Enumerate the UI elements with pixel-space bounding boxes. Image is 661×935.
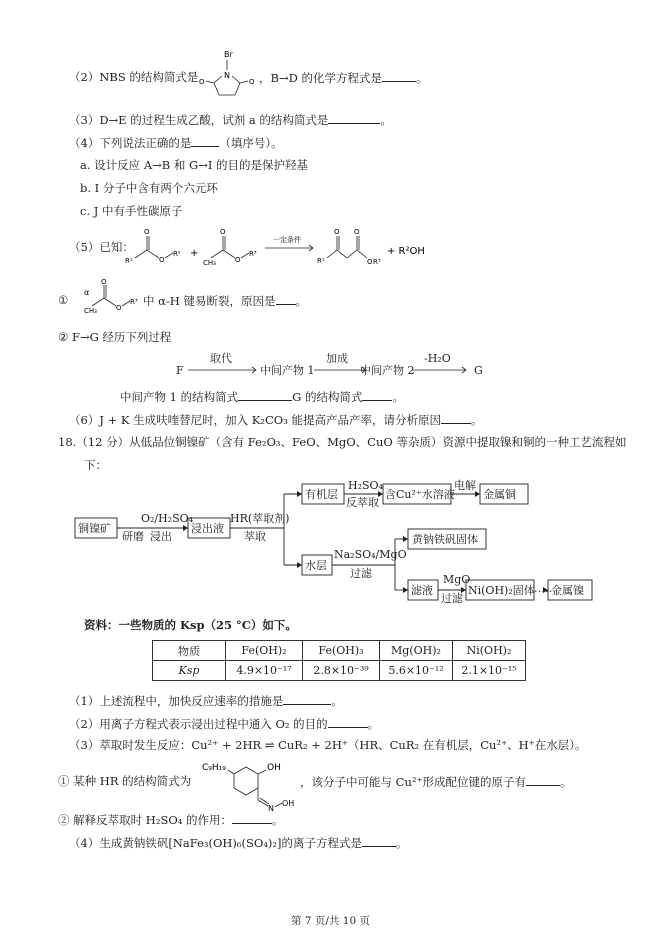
answer-blank[interactable] bbox=[362, 389, 392, 401]
table-row bbox=[153, 641, 526, 661]
q18-p2: （2）用离子方程式表示浸出过程中通入 O₂ 的目的 。 bbox=[69, 717, 380, 731]
svg-text:+: + bbox=[190, 248, 199, 259]
nbs-structure bbox=[199, 48, 266, 104]
q17-p5-2-answer: 中间产物 1 的结构简式 G 的结构简式 。 bbox=[120, 390, 404, 404]
svg-text:O: O bbox=[334, 228, 340, 236]
ksp-table bbox=[152, 640, 526, 681]
q17-p5-1-text: 中 α-H 键易断裂，原因是 。 bbox=[143, 294, 307, 308]
svg-text:R³: R³ bbox=[130, 298, 138, 306]
q18-intro-2: 下： bbox=[84, 458, 107, 472]
svg-text:O: O bbox=[144, 228, 150, 236]
nbs-o-right: O bbox=[249, 78, 255, 86]
fc-leach-reagent: O₂/H₂SO₄ bbox=[141, 512, 194, 525]
q17-p6-line: （6）J + K 生成呋喹替尼时，加入 K₂CO₃ 能提高产品产率，请分析原因 。 bbox=[69, 413, 483, 427]
q17-p5-label: （5）已知： bbox=[69, 240, 134, 254]
table-cell: 4.9×10⁻¹⁷ bbox=[226, 661, 303, 681]
svg-text:OH: OH bbox=[282, 799, 295, 808]
table-header: 物质 bbox=[153, 641, 226, 661]
answer-blank[interactable] bbox=[276, 293, 296, 305]
q17-p5-2: ② F→G 经历下列过程 bbox=[58, 330, 172, 344]
q18-p3-2: ② 解释反萃取时 H₂SO₄ 的作用： 。 bbox=[58, 813, 284, 827]
svg-text:R²: R² bbox=[173, 250, 181, 258]
table-row bbox=[153, 661, 526, 681]
svg-text:O: O bbox=[367, 258, 373, 266]
q17-option-c: c. J 中有手性碳原子 bbox=[80, 204, 183, 218]
answer-blank[interactable] bbox=[362, 835, 396, 847]
svg-text:中间产物 1: 中间产物 1 bbox=[260, 364, 315, 377]
svg-text:取代: 取代 bbox=[210, 352, 232, 365]
fc-back-extract: 反萃取 bbox=[346, 496, 379, 509]
fc-leach: 浸出 bbox=[150, 530, 172, 543]
answer-blank[interactable] bbox=[526, 774, 560, 786]
q18-p1: （1）上述流程中，加快反应速率的措施是 。 bbox=[69, 694, 343, 708]
q17-option-b: b. I 分子中含有两个六元环 bbox=[80, 181, 218, 195]
table-header: Fe(OH)₂ bbox=[226, 641, 303, 661]
table-cell: 5.6×10⁻¹² bbox=[380, 661, 453, 681]
fc-filter2: 过滤 bbox=[441, 592, 463, 605]
q17-option-a: a. 设计反应 A→B 和 G→I 的目的是保护羟基 bbox=[80, 158, 309, 172]
q17-p2-line bbox=[69, 70, 198, 84]
answer-blank[interactable] bbox=[382, 70, 416, 82]
f-to-g-flow bbox=[176, 350, 496, 380]
answer-blank[interactable] bbox=[191, 135, 219, 147]
q17-p2-post: ，B→D 的化学方程式是 。 bbox=[259, 71, 428, 85]
svg-text:N: N bbox=[268, 804, 274, 813]
fc-na-mg: Na₂SO₄/MgO bbox=[334, 548, 407, 561]
svg-text:中间产物 2: 中间产物 2 bbox=[360, 364, 415, 377]
svg-text:O: O bbox=[235, 256, 241, 264]
svg-text:OH: OH bbox=[267, 763, 281, 773]
q18-p3: （3）萃取时发生反应：Cu²⁺ + 2HR ⇌ CuR₂ + 2H⁺（HR、CuR₂ 在有机层，Cu²⁺、H⁺在水层）。 bbox=[69, 738, 587, 752]
fc-filtrate: 滤液 bbox=[411, 584, 433, 597]
fc-nioh2: Ni(OH)₂固体 bbox=[468, 584, 535, 597]
table-header: Ni(OH)₂ bbox=[453, 641, 526, 661]
svg-text:加成: 加成 bbox=[326, 352, 348, 365]
fc-cu-metal: 金属铜 bbox=[483, 488, 516, 501]
fc-grind: 研磨 bbox=[122, 530, 144, 543]
fc-hr: HR(萃取剂) bbox=[230, 512, 290, 525]
q18-intro-1: 18.（12 分）从低品位铜镍矿（含有 Fe₂O₃、FeO、MgO、CuO 等杂质）资源中提取镍和铜的一种工艺流程如 bbox=[58, 435, 627, 449]
fc-organic: 有机层 bbox=[305, 488, 338, 501]
svg-text:F: F bbox=[176, 364, 184, 377]
table-header: Mg(OH)₂ bbox=[380, 641, 453, 661]
svg-text:C₉H₁₉: C₉H₁₉ bbox=[202, 763, 226, 773]
svg-text:R³: R³ bbox=[373, 258, 381, 266]
q18-p3-1-post: ，该分子中可能与 Cu²⁺形成配位键的原子有 。 bbox=[300, 775, 572, 789]
table-header: Fe(OH)₃ bbox=[303, 641, 380, 661]
table-row-label: Ksp bbox=[153, 661, 226, 681]
q17-p3-line: （3）D→E 的过程生成乙酸，试剂 a 的结构简式是 。 bbox=[69, 113, 392, 127]
page-footer: 第 7 页/共 10 页 bbox=[291, 915, 370, 927]
q18-p4: （4）生成黄钠铁矾[NaFe₃(OH)₆(SO₄)₂]的离子方程式是 。 bbox=[69, 836, 408, 850]
svg-text:R³: R³ bbox=[249, 250, 257, 258]
svg-text:CH₃: CH₃ bbox=[84, 307, 97, 315]
svg-text:R¹: R¹ bbox=[317, 257, 325, 265]
q17-p4-line: （4）下列说法正确的是 （填序号）。 bbox=[69, 136, 283, 150]
fc-ni-metal: 金属镍 bbox=[551, 584, 584, 597]
fc-extract: 萃取 bbox=[244, 530, 266, 543]
answer-blank[interactable] bbox=[328, 716, 368, 728]
svg-text:+ R²OH: + R²OH bbox=[387, 246, 425, 257]
svg-text:O: O bbox=[354, 228, 360, 236]
nbs-br-label: Br bbox=[224, 50, 233, 59]
hr-structure bbox=[202, 756, 302, 816]
answer-blank[interactable] bbox=[328, 112, 380, 124]
table-cell: 2.8×10⁻³⁹ bbox=[303, 661, 380, 681]
fc-mgo: MgO bbox=[443, 573, 471, 586]
known-reaction bbox=[125, 222, 425, 272]
q17-p5-1-num: ① bbox=[58, 293, 69, 307]
svg-text:α: α bbox=[84, 288, 90, 297]
svg-text:G: G bbox=[474, 364, 483, 377]
svg-text:-H₂O: -H₂O bbox=[424, 352, 451, 365]
q18-data-title: 资料：一些物质的 Ksp（25 °C）如下。 bbox=[84, 618, 297, 632]
fc-h2so4: H₂SO₄ bbox=[348, 479, 383, 492]
svg-text:O: O bbox=[116, 304, 122, 312]
svg-text:O: O bbox=[101, 278, 107, 286]
nbs-o-left: O bbox=[199, 78, 205, 86]
nbs-n-label: N bbox=[224, 71, 230, 80]
answer-blank[interactable] bbox=[283, 693, 331, 705]
fc-ore: 铜镍矿 bbox=[78, 522, 111, 535]
fc-filter1: 过滤 bbox=[350, 567, 372, 580]
svg-text:O: O bbox=[159, 256, 165, 264]
fc-leachate: 浸出液 bbox=[191, 522, 224, 535]
answer-blank[interactable] bbox=[441, 412, 471, 424]
fc-dots: …… bbox=[534, 582, 556, 595]
answer-blank[interactable] bbox=[232, 812, 272, 824]
fc-jarosite: 黄钠铁矾固体 bbox=[412, 533, 478, 546]
svg-text:CH₃: CH₃ bbox=[203, 259, 216, 267]
fc-electrolysis: 电解 bbox=[454, 479, 476, 492]
fc-cu-solution: 含Cu²⁺水溶液 bbox=[385, 488, 455, 501]
q17-p2-text: （2）NBS 的结构简式是 bbox=[69, 70, 199, 84]
table-cell: 2.1×10⁻¹⁵ bbox=[453, 661, 526, 681]
q18-p3-1-pre: ① 某种 HR 的结构简式为 bbox=[58, 774, 192, 788]
svg-text:O: O bbox=[220, 228, 226, 236]
svg-text:一定条件: 一定条件 bbox=[273, 236, 301, 244]
answer-blank[interactable] bbox=[238, 389, 292, 401]
fc-aqueous: 水层 bbox=[305, 559, 327, 572]
process-flowchart bbox=[70, 476, 600, 606]
svg-text:R¹: R¹ bbox=[125, 257, 133, 265]
